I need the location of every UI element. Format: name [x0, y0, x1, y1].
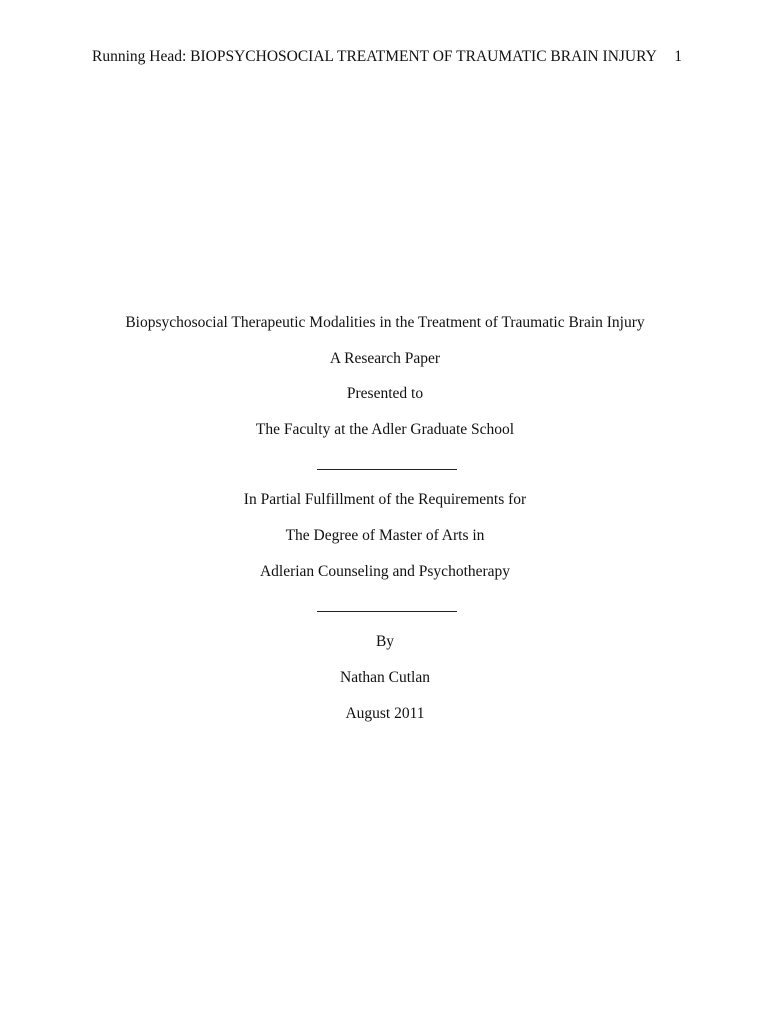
submission-date: August 2011	[345, 705, 425, 722]
running-head: Running Head: BIOPSYCHOSOCIAL TREATMENT OF TRAUMATIC BRAIN INJURY	[92, 48, 657, 65]
program-line: Adlerian Counseling and Psychotherapy	[259, 563, 511, 580]
divider-rule-1	[317, 469, 457, 470]
page-number: 1	[674, 48, 682, 65]
presented-to: Presented to	[346, 385, 424, 402]
degree-line: The Degree of Master of Arts in	[285, 527, 485, 544]
page-header	[92, 46, 682, 68]
faculty-line: The Faculty at the Adler Graduate School	[255, 421, 515, 438]
divider-rule-2	[317, 611, 457, 612]
paper-type: A Research Paper	[329, 350, 441, 367]
by-line: By	[375, 633, 395, 650]
paper-title: Biopsychosocial Therapeutic Modalities in the Treatment of Traumatic Brain Injury	[125, 314, 645, 331]
author-name: Nathan Cutlan	[340, 669, 430, 686]
fulfillment-line: In Partial Fulfillment of the Requirements for	[243, 491, 527, 508]
